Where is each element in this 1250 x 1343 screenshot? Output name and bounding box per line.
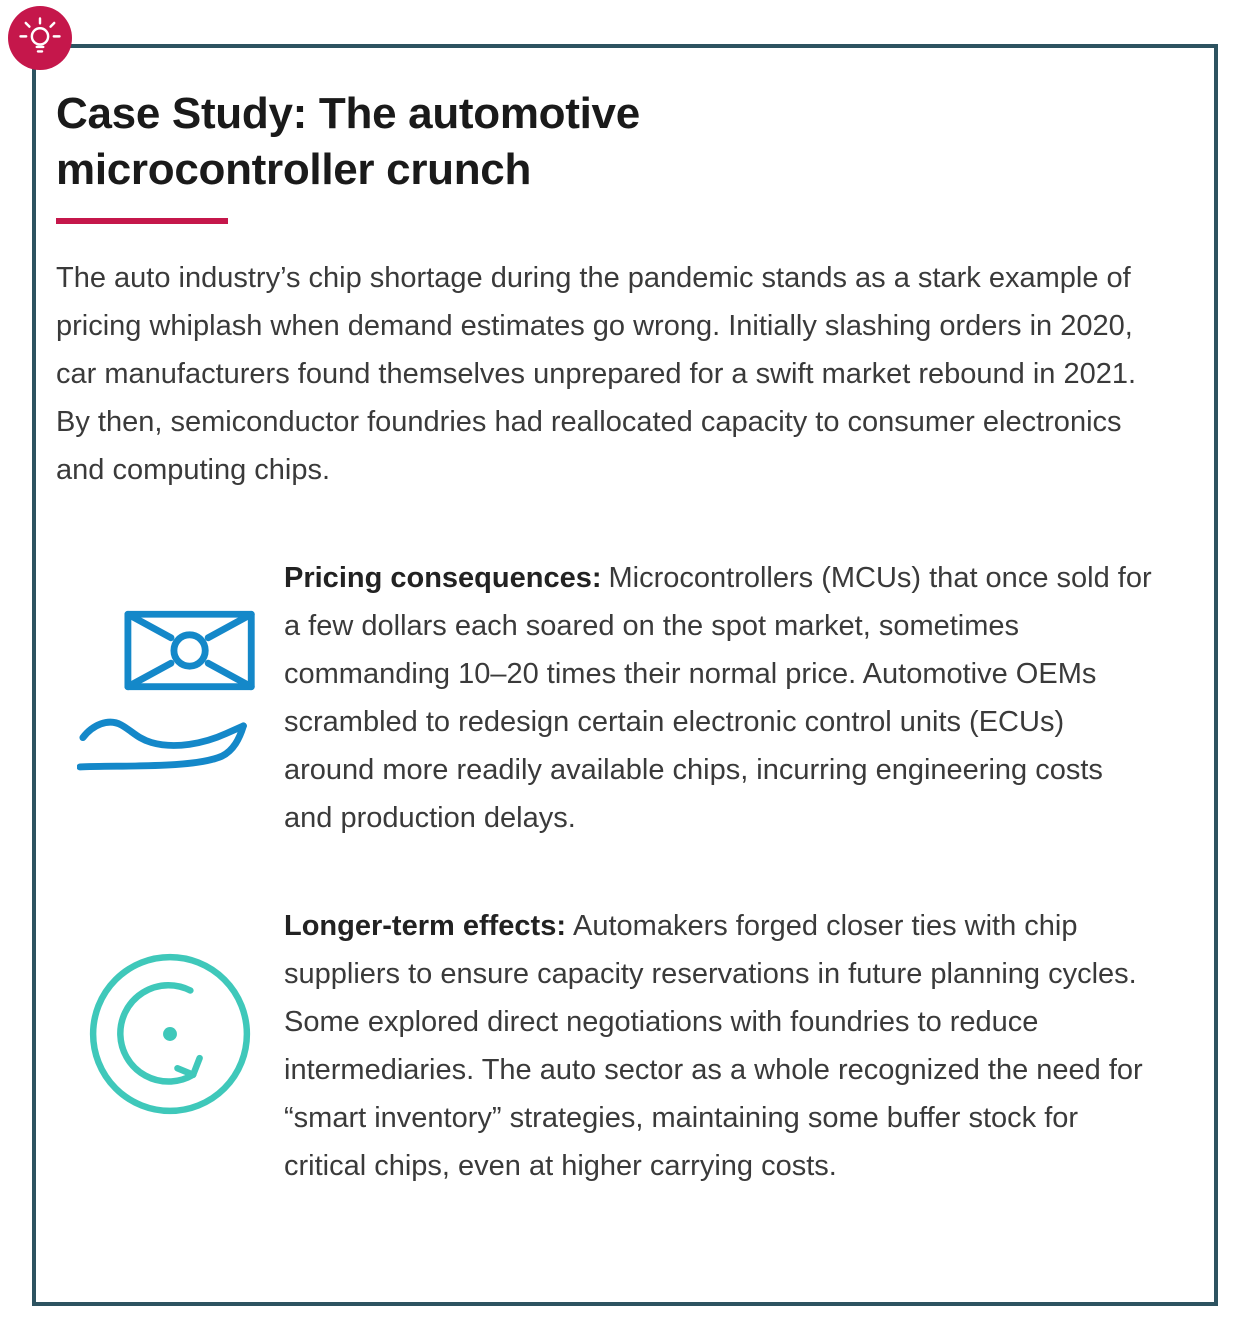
section-body: Microcontrollers (MCUs) that once sold for a few dollars each soared on the spot market, sometimes commanding 10–20 times their normal price. Automotive OEMs scrambled to redesign certain electronic control units (ECUs) around more readily available chips, incurring engineering costs and production delays.: [284, 561, 1152, 834]
section-paragraph: [284, 902, 1156, 1190]
page-title: Case Study: The automotive microcontroller crunch: [56, 89, 640, 194]
money-hand-icon: [77, 610, 263, 782]
section-longer-term-effects: [56, 902, 1156, 1190]
lightbulb-badge: [8, 6, 72, 70]
section-label: Pricing consequences:: [284, 561, 602, 594]
section-pricing-consequences: [56, 554, 1156, 842]
intro-paragraph: The auto industry’s chip shortage during the pandemic stands as a stark example of pricing whiplash when demand estimates go wrong. Initially slashing orders in 2020, car manufacturers found themselves unprepared for a swift market rebound in 2021. By then, semiconductor foundries had reallocated capacity to consumer electronics and computing chips.: [56, 261, 1137, 486]
section-body: Automakers forged closer ties with chip suppliers to ensure capacity reservations in future planning cycles. Some explored direct negotiations with foundries to reduce intermediaries. The auto sector as a whole recognized the need for “smart inventory” strategies, maintaining some buffer stock for critical chips, even at higher carrying costs.: [284, 909, 1143, 1182]
lightbulb-icon: [14, 12, 66, 64]
icon-column: [56, 902, 284, 1122]
case-study-card: [32, 44, 1218, 1306]
cycle-arrow-icon: [82, 946, 258, 1122]
title-underline: [56, 218, 228, 224]
icon-column: [56, 554, 284, 782]
section-label: Longer-term effects:: [284, 909, 566, 942]
section-paragraph: [284, 554, 1156, 842]
